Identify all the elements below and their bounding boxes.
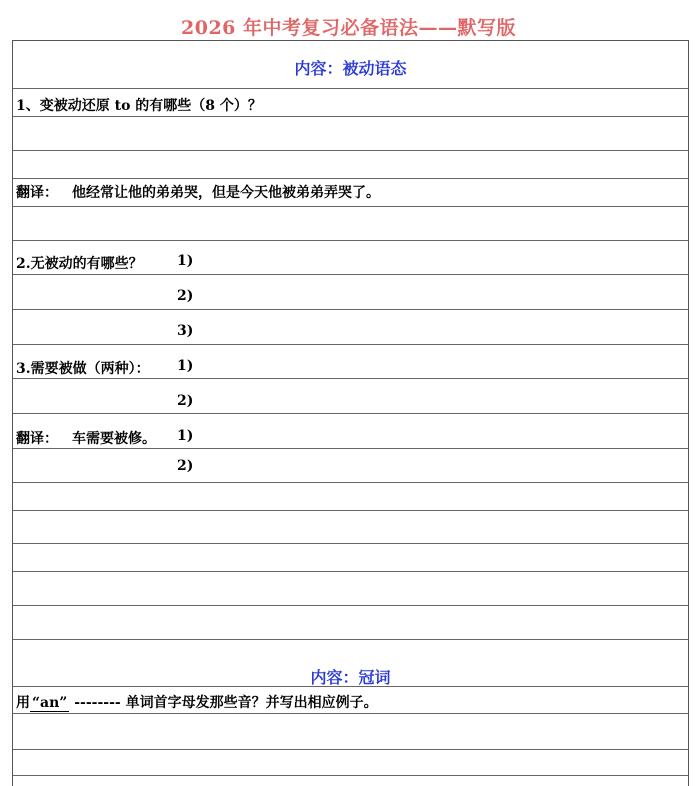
- question-3-text: 3.需要被做（两种）：: [16, 361, 150, 377]
- question-2-text: 2.无被动的有哪些？: [16, 256, 143, 272]
- question-2-item-3: 3): [177, 323, 194, 339]
- table-row: [13, 310, 688, 345]
- table-row: [13, 572, 688, 606]
- translation-1-text: 他经常让他的弟弟哭，但是今天他被弟弟弄哭了。: [72, 185, 380, 201]
- article-dashes: --------: [74, 695, 121, 711]
- table-row: [13, 483, 688, 511]
- translation-2-item-1: 1): [177, 428, 194, 444]
- table-row: [13, 606, 688, 640]
- translation-1-label: 翻译：: [16, 185, 58, 201]
- translation-2-text: 车需要被修。: [72, 431, 156, 447]
- question-1-text: 1、变被动还原 to 的有哪些（8 个）？: [16, 98, 262, 114]
- table-row: [13, 714, 688, 750]
- document-title: 2026 年中考复习必备语法——默写版: [181, 17, 516, 39]
- translation-2-item-2: 2): [177, 458, 194, 474]
- article-word-an: “an”: [32, 695, 68, 711]
- translation-2-label: 翻译：: [16, 431, 58, 447]
- article-question: [16, 692, 378, 712]
- question-3-item-1: 1): [177, 358, 194, 374]
- table-row: [13, 151, 688, 179]
- worksheet-table: [12, 40, 689, 786]
- table-row: [13, 449, 688, 483]
- article-question-text: 单词首字母发那些音？并写出相应例子。: [125, 695, 378, 711]
- section-title-articles: 内容：冠词: [310, 668, 391, 687]
- table-row: [13, 379, 688, 414]
- question-2-item-2: 2): [177, 288, 194, 304]
- question-2-item-1: 1): [177, 253, 194, 269]
- question-3-item-2: 2): [177, 393, 194, 409]
- table-row: [13, 117, 688, 151]
- article-question-prefix: 用: [16, 695, 30, 711]
- table-row: [13, 207, 688, 241]
- table-row: [13, 511, 688, 544]
- table-row: [13, 544, 688, 572]
- table-row: [13, 275, 688, 310]
- section-title-passive-voice: 内容：被动语态: [294, 59, 407, 78]
- table-row: [13, 750, 688, 776]
